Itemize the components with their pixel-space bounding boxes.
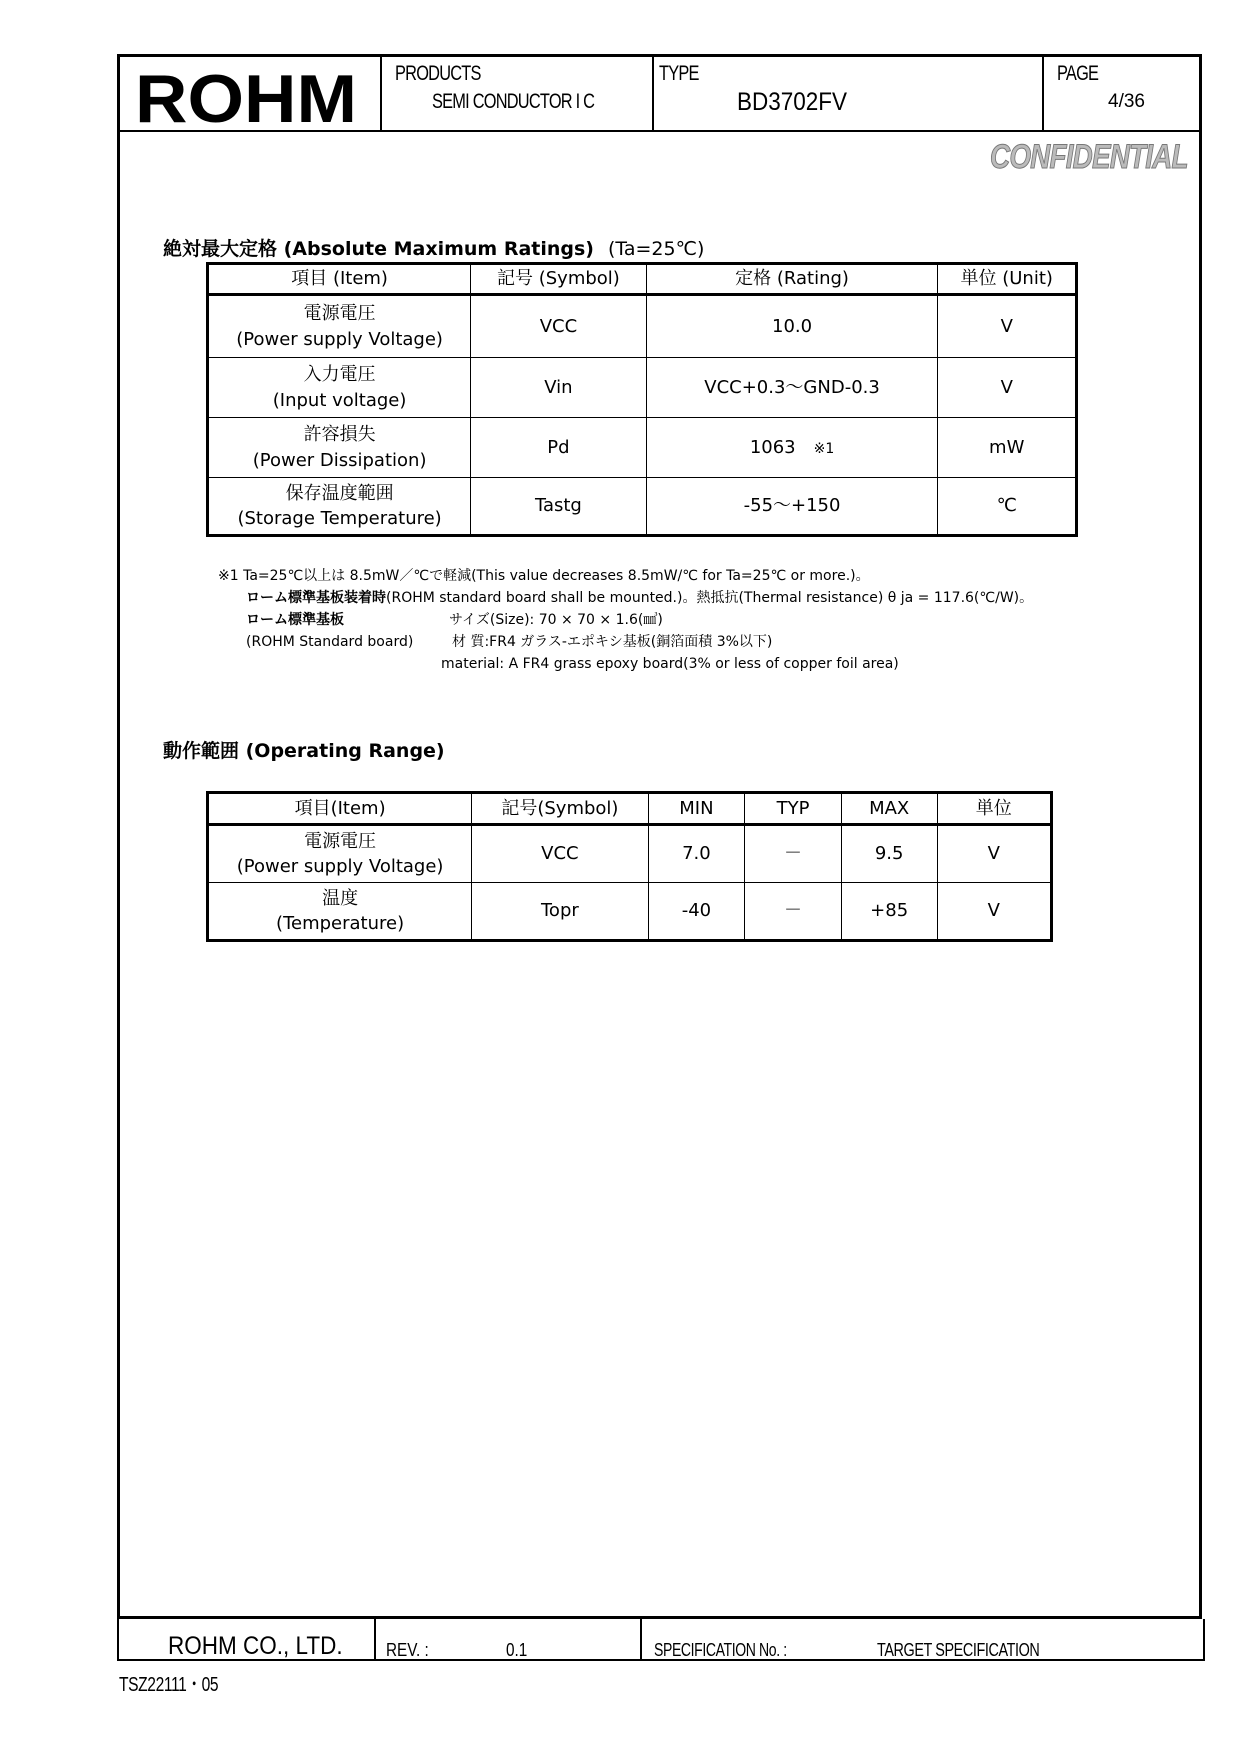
col-min: MIN xyxy=(648,793,745,825)
abs-max-condition: (Ta=25℃) xyxy=(608,238,705,260)
unit-cell: mW xyxy=(938,418,1077,478)
page-number: 4/36 xyxy=(1108,91,1145,112)
confidential-stamp: CONFIDENTIAL xyxy=(990,138,1188,176)
table-row xyxy=(208,883,1052,941)
type-label: TYPE xyxy=(659,62,699,85)
symbol-cell: Topr xyxy=(472,883,648,941)
table-row xyxy=(208,295,1077,358)
note-line-5: material: A FR4 grass epoxy board(3% or less of copper foil area) xyxy=(441,656,899,672)
note-line-3-left: ローム標準基板 xyxy=(246,612,344,628)
rating-cell: VCC+0.3～GND-0.3 xyxy=(646,358,938,418)
item-jp: 温度 xyxy=(322,887,359,909)
table-header-row xyxy=(208,793,1052,825)
unit-cell: ℃ xyxy=(938,478,1077,536)
col-symbol: 記号(Symbol) xyxy=(472,793,648,825)
note-line-3-right: サイズ(Size): 70 × 70 × 1.6(㎣) xyxy=(449,612,663,628)
note-line-4-right: 材 質:FR4 ガラス-エポキシ基板(銅箔面積 3%以下) xyxy=(452,634,773,650)
table-header-row xyxy=(208,264,1077,295)
col-item: 項目 (Item) xyxy=(208,264,471,295)
form-code: TSZ22111・05 xyxy=(119,1674,219,1696)
max-cell: 9.5 xyxy=(841,825,937,883)
unit-cell: V xyxy=(938,295,1077,358)
note-line-4-left: (ROHM Standard board) xyxy=(246,634,414,650)
item-jp: 許容損失 xyxy=(303,424,376,446)
footer-divider xyxy=(117,1619,119,1661)
item-jp: 入力電圧 xyxy=(303,364,376,386)
note-bold: ローム標準基板装着時 xyxy=(246,590,386,606)
item-cell xyxy=(208,825,472,883)
abs-max-title xyxy=(163,234,704,261)
abs-max-table xyxy=(206,262,1078,537)
col-rating: 定格 (Rating) xyxy=(646,264,938,295)
symbol-cell: Tastg xyxy=(471,478,646,536)
max-cell: +85 xyxy=(841,883,937,941)
unit-cell: V xyxy=(937,883,1051,941)
table-row xyxy=(208,478,1077,536)
svg-text:ROHM: ROHM xyxy=(135,68,357,126)
rating-cell: -55～+150 xyxy=(646,478,938,536)
note-line-1: ※1 Ta=25℃以上は 8.5mW／℃で軽減(This value decreases 8.5mW/℃ for Ta=25℃ or more.)。 xyxy=(218,568,870,584)
unit-cell: V xyxy=(938,358,1077,418)
rating-value: 1063 xyxy=(749,436,796,458)
abs-max-title-text: 絶対最大定格 (Absolute Maximum Ratings) xyxy=(163,238,594,260)
footer-divider xyxy=(374,1619,376,1661)
symbol-cell: Vin xyxy=(471,358,646,418)
min-cell: -40 xyxy=(648,883,745,941)
type-value: BD3702FV xyxy=(737,88,848,116)
symbol-cell: VCC xyxy=(471,295,646,358)
page-label: PAGE xyxy=(1057,62,1099,85)
rating-cell xyxy=(646,418,938,478)
min-cell: 7.0 xyxy=(648,825,745,883)
item-en: (Input voltage) xyxy=(272,389,407,411)
typ-cell: － xyxy=(745,825,842,883)
col-unit: 単位 (Unit) xyxy=(938,264,1077,295)
footer-divider xyxy=(1203,1619,1205,1661)
table-row xyxy=(208,358,1077,418)
col-max: MAX xyxy=(841,793,937,825)
header-divider xyxy=(117,130,1202,132)
table-row xyxy=(208,418,1077,478)
products-label: PRODUCTS xyxy=(395,62,481,85)
footer-divider xyxy=(640,1619,642,1661)
item-jp: 電源電圧 xyxy=(303,303,376,325)
item-en: (Storage Temperature) xyxy=(237,508,442,529)
col-unit: 単位 xyxy=(937,793,1051,825)
item-cell xyxy=(208,295,471,358)
note-line-2 xyxy=(246,587,1033,609)
symbol-cell: Pd xyxy=(471,418,646,478)
col-item: 項目(Item) xyxy=(208,793,472,825)
footnote-ref: ※1 xyxy=(813,440,835,457)
symbol-cell: VCC xyxy=(472,825,648,883)
item-cell xyxy=(208,883,472,941)
item-cell xyxy=(208,358,471,418)
unit-cell: V xyxy=(937,825,1051,883)
typ-cell: － xyxy=(745,883,842,941)
table-row xyxy=(208,825,1052,883)
note-text: (ROHM standard board shall be mounted.)。熱抵抗(Thermal resistance) θ ja = 117.6(℃/W)。 xyxy=(386,590,1034,606)
rev-label: REV. : xyxy=(386,1640,429,1660)
rohm-logo xyxy=(135,68,360,126)
item-en: (Power supply Voltage) xyxy=(236,856,444,877)
op-range-table xyxy=(206,791,1053,942)
col-typ: TYP xyxy=(745,793,842,825)
header-col-divider xyxy=(380,54,382,131)
rev-value: 0.1 xyxy=(506,1640,528,1660)
item-en: (Temperature) xyxy=(276,913,405,934)
header-col-divider xyxy=(1042,54,1044,131)
header-col-divider xyxy=(652,54,654,131)
company-name: ROHM CO., LTD. xyxy=(168,1632,343,1660)
spec-label: SPECIFICATION No. : xyxy=(654,1640,787,1660)
products-value: SEMI CONDUCTOR I C xyxy=(432,90,595,113)
item-cell xyxy=(208,478,471,536)
item-cell xyxy=(208,418,471,478)
col-symbol: 記号 (Symbol) xyxy=(471,264,646,295)
item-jp: 電源電圧 xyxy=(304,830,377,852)
rating-cell: 10.0 xyxy=(646,295,938,358)
item-en: (Power supply Voltage) xyxy=(236,328,443,350)
item-jp: 保存温度範囲 xyxy=(285,482,394,504)
spec-value: TARGET SPECIFICATION xyxy=(877,1640,1040,1660)
item-en: (Power Dissipation) xyxy=(252,449,427,471)
op-range-title: 動作範囲 (Operating Range) xyxy=(163,740,445,762)
